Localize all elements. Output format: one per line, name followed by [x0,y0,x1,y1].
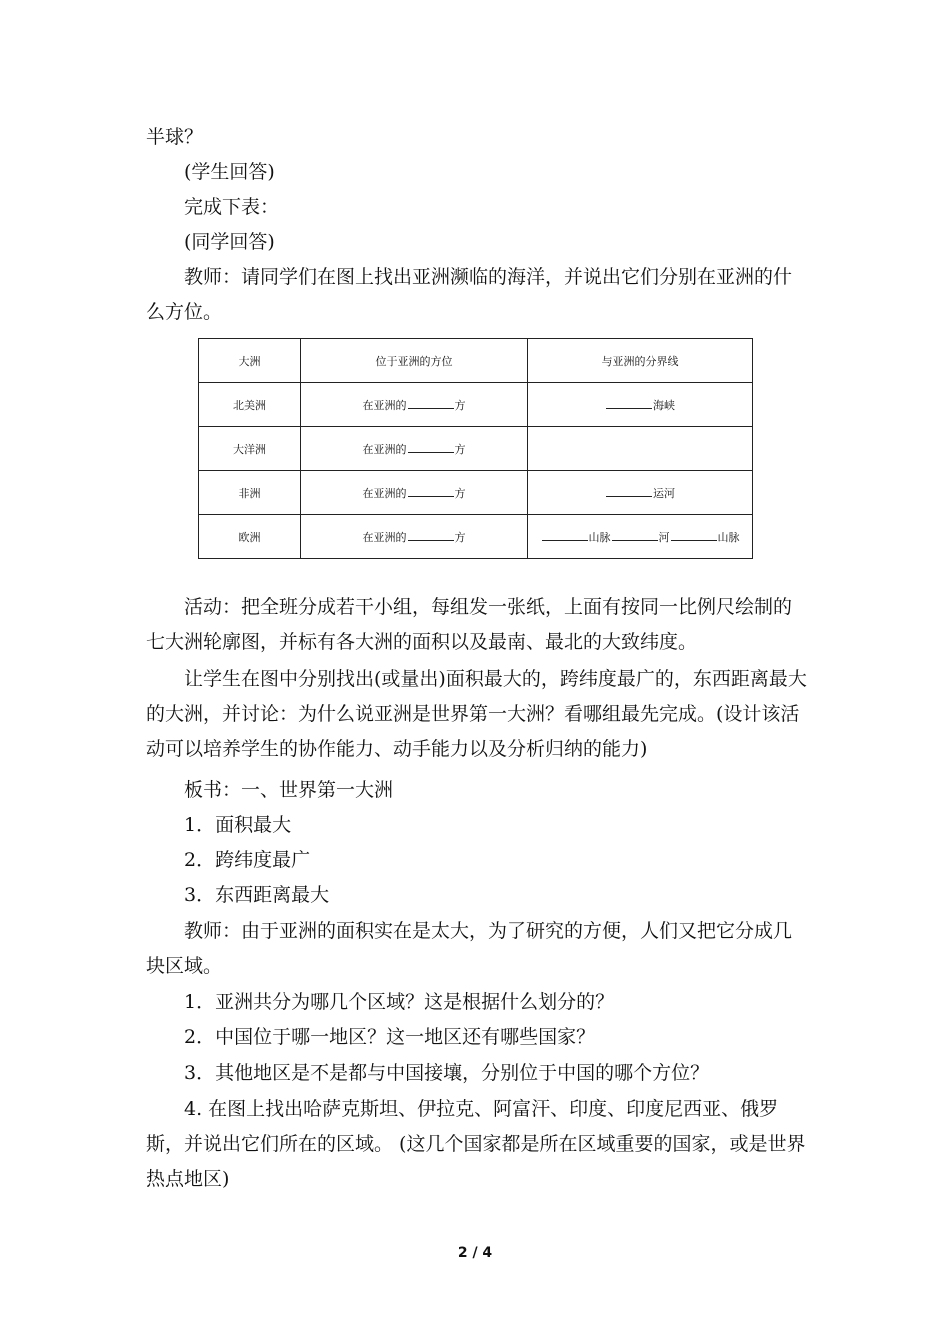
teacher-question: 教师：请同学们在图上找出亚洲濒临的海洋，并说出它们分别在亚洲的什么方位。 [146,266,793,323]
question-item: 4. 在图上找出哈萨克斯坦、伊拉克、阿富汗、印度、印度尼西亚、俄罗斯，并说出它们所在的区域。 (这几个国家都是所在区域重要的国家，或是世界热点地区) [146,1098,806,1190]
border-cell: 运河 [528,471,753,515]
task-paragraph: 让学生在图中分别找出(或量出)面积最大的，跨纬度最广的，东西距离最大的大洲，并讨论：为什么说亚洲是世界第一大洲？看哪组最先完成。(设计该活动可以培养学生的协作能力、动手能力以及分析归纳的能力) [146,668,807,760]
page-number: 2 / 4 [457,1245,493,1261]
board-item: 1．面积最大 [184,814,292,836]
header-cell: 与亚洲的分界线 [528,339,753,383]
question-item: 3．其他地区是不是都与中国接壤，分别位于中国的哪个方位？ [184,1062,710,1084]
header-cell: 大洲 [199,339,301,383]
table-row [199,427,753,471]
teacher-paragraph: 教师：由于亚洲的面积实在是太大，为了研究的方便，人们又把它分成几块区域。 [146,920,793,977]
question-item: 1．亚洲共分为哪几个区域？这是根据什么划分的？ [184,991,615,1013]
header-cell: 位于亚洲的方位 [301,339,528,383]
text-line: 半球？ [146,126,204,148]
table-header-row [199,339,753,383]
text-line: (学生回答) [184,161,275,183]
table-row [199,471,753,515]
border-cell [528,427,753,471]
activity-paragraph: 活动：把全班分成若干小组，每组发一张纸，上面有按同一比例尺绘制的七大洲轮廓图，并标有各大洲的面积以及最南、最北的大致纬度。 [146,596,793,653]
table-row [199,383,753,427]
position-cell: 在亚洲的 方 [301,471,528,515]
text-line: (同学回答) [184,231,275,253]
continent-cell: 非洲 [199,471,301,515]
position-cell: 在亚洲的 方 [301,515,528,559]
text-line: 完成下表： [184,196,280,218]
position-cell: 在亚洲的 方 [301,427,528,471]
board-heading: 板书：一、世界第一大洲 [184,779,394,801]
table-row [199,515,753,559]
continent-cell: 欧洲 [199,515,301,559]
continent-cell: 北美洲 [199,383,301,427]
position-cell: 在亚洲的 方 [301,383,528,427]
board-item: 2．跨纬度最广 [184,849,311,871]
board-item: 3．东西距离最大 [184,884,330,906]
border-cell: 山脉 河 山脉 [528,515,753,559]
question-item: 2．中国位于哪一地区？这一地区还有哪些国家？ [184,1026,596,1048]
continent-cell: 大洋洲 [199,427,301,471]
border-cell: 海峡 [528,383,753,427]
continent-table [198,338,753,559]
